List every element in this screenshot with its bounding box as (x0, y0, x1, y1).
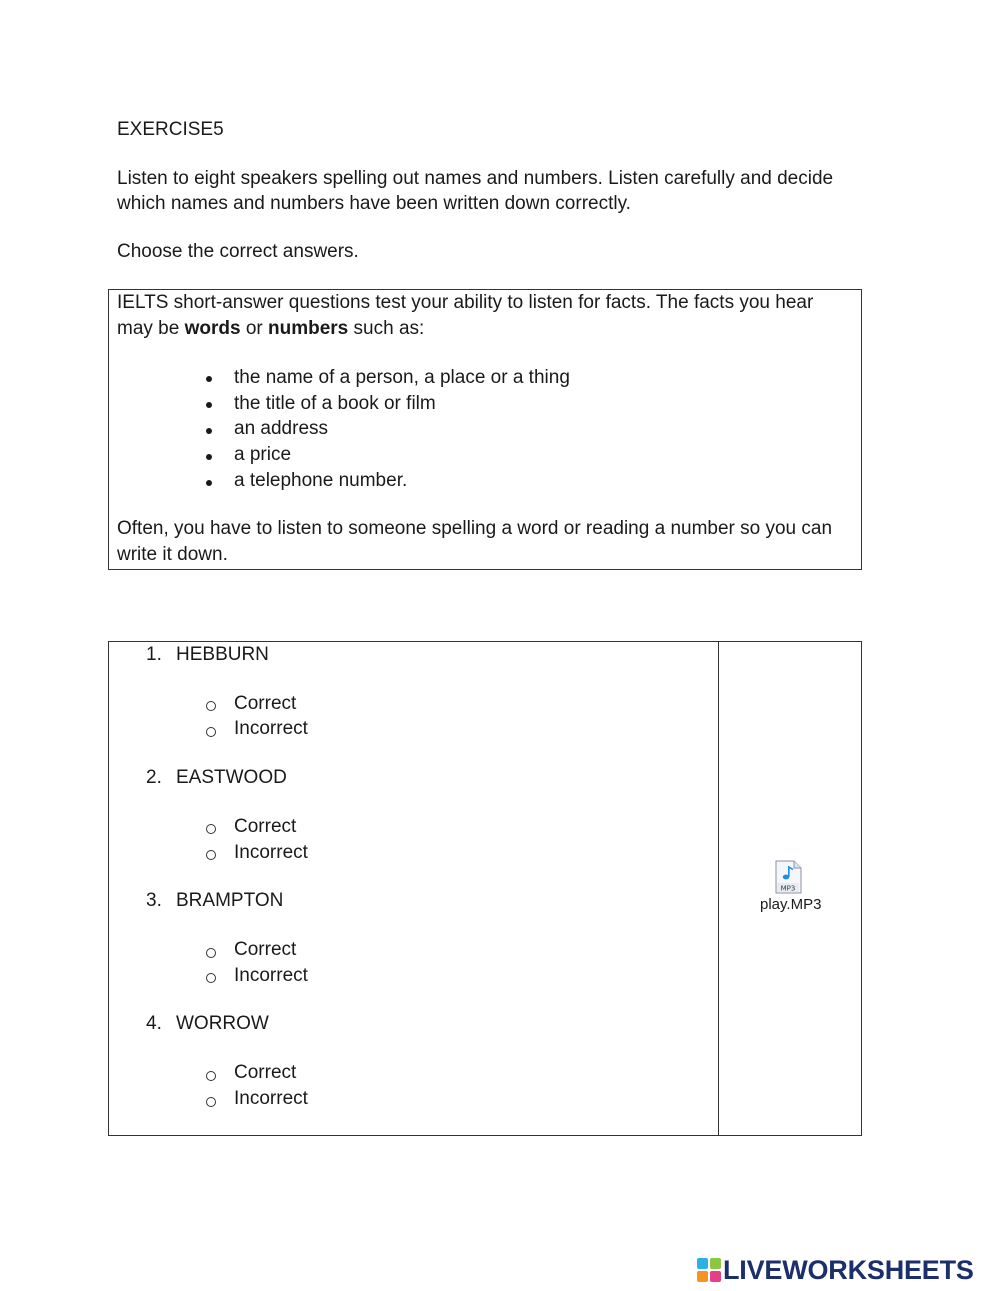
info-text: such as: (348, 318, 425, 339)
info-footer-line: write it down. (117, 544, 228, 565)
intro-line: which names and numbers have been written down correctly. (117, 193, 631, 214)
option-incorrect-label[interactable]: Incorrect (234, 718, 308, 739)
logo-blocks-icon (697, 1258, 721, 1282)
instruction-text: Choose the correct answers. (117, 241, 359, 262)
option-incorrect-radio[interactable] (206, 1097, 216, 1107)
option-incorrect-radio[interactable] (206, 850, 216, 860)
bullet-icon (206, 402, 212, 408)
option-incorrect-label[interactable]: Incorrect (234, 965, 308, 986)
option-incorrect-radio[interactable] (206, 727, 216, 737)
bullet-item: the title of a book or film (234, 393, 436, 414)
question-word: EASTWOOD (176, 767, 287, 788)
question-number: 2. (146, 767, 162, 788)
option-incorrect-label[interactable]: Incorrect (234, 1088, 308, 1109)
bullet-item: an address (234, 418, 329, 439)
info-text: may be (117, 318, 185, 339)
info-text-line: IELTS short-answer questions test your ability to listen for facts. The facts you hear (117, 292, 814, 313)
question-word: BRAMPTON (176, 890, 284, 911)
bullet-item: a telephone number. (234, 470, 408, 491)
option-incorrect-label[interactable]: Incorrect (234, 842, 308, 863)
bullet-icon (206, 428, 212, 434)
option-correct-label[interactable]: Correct (234, 693, 297, 714)
question-number: 1. (146, 644, 162, 665)
question-number: 3. (146, 890, 162, 911)
option-correct-label[interactable]: Correct (234, 816, 297, 837)
bullet-item: the name of a person, a place or a thing (234, 367, 570, 388)
option-correct-label[interactable]: Correct (234, 1062, 297, 1083)
logo-text: LIVEWORKSHEETS (723, 1255, 974, 1285)
exercise-title: EXERCISE5 (117, 119, 224, 140)
option-correct-radio[interactable] (206, 701, 216, 711)
info-text-line (117, 317, 424, 341)
option-correct-radio[interactable] (206, 1071, 216, 1081)
bullet-icon (206, 376, 212, 382)
question-word: HEBBURN (176, 644, 269, 665)
question-word: WORROW (176, 1013, 269, 1034)
info-text: or (240, 318, 268, 339)
mp3-file-icon[interactable] (773, 860, 803, 894)
option-correct-radio[interactable] (206, 948, 216, 958)
intro-line: Listen to eight speakers spelling out names and numbers. Listen carefully and decide (117, 168, 834, 189)
info-bold-numbers: numbers (268, 318, 349, 339)
audio-file-label[interactable]: play.MP3 (760, 896, 822, 913)
mp3-icon-text: MP3 (780, 884, 796, 893)
bullet-icon (206, 454, 212, 460)
bullet-icon (206, 480, 212, 486)
option-incorrect-radio[interactable] (206, 973, 216, 983)
option-correct-label[interactable]: Correct (234, 939, 297, 960)
info-footer-line: Often, you have to listen to someone spelling a word or reading a number so you can (117, 518, 833, 539)
info-bold-words: words (184, 318, 241, 339)
option-correct-radio[interactable] (206, 824, 216, 834)
table-divider (718, 642, 719, 1135)
bullet-item: a price (234, 444, 292, 465)
question-number: 4. (146, 1013, 162, 1034)
